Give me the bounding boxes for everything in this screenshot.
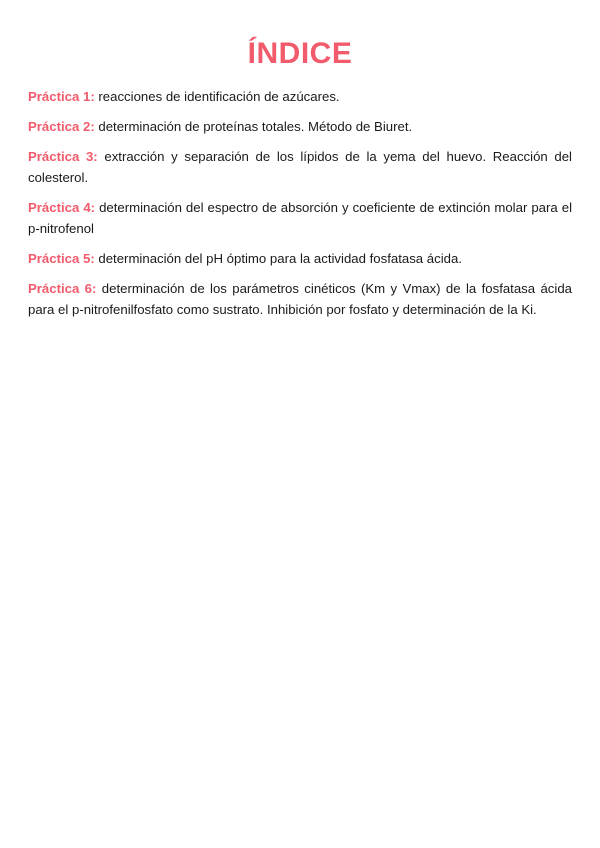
index-list <box>28 86 572 320</box>
entry-text: determinación del espectro de absorción y coeficiente de extinción molar para el p-nitrofenol <box>28 200 573 236</box>
entry-label: Práctica 6: <box>28 281 97 296</box>
index-entry-4 <box>28 197 572 239</box>
index-entry-5 <box>28 248 572 269</box>
entry-label: Práctica 2: <box>28 119 95 134</box>
index-entry-6 <box>28 278 572 320</box>
entry-text: reacciones de identificación de azúcares. <box>98 89 340 104</box>
entry-text: determinación del pH óptimo para la actividad fosfatasa ácida. <box>98 251 462 266</box>
entry-text: determinación de los parámetros cinéticos (Km y Vmax) de la fosfatasa ácida para el p-nitrofenilfosfato como sustrato. Inhibición por fosfato y determinación de la Ki. <box>28 281 573 317</box>
entry-text: extracción y separación de los lípidos de la yema del huevo. Reacción del colesterol. <box>28 149 572 185</box>
index-entry-1 <box>28 86 572 107</box>
index-entry-2 <box>28 116 572 137</box>
page-title: ÍNDICE <box>247 37 353 70</box>
entry-label: Práctica 5: <box>28 251 95 266</box>
entry-label: Práctica 3: <box>28 149 98 164</box>
entry-text: determinación de proteínas totales. Método de Biuret. <box>98 119 413 134</box>
entry-label: Práctica 1: <box>28 89 95 104</box>
entry-label: Práctica 4: <box>28 200 96 215</box>
index-entry-3 <box>28 146 572 188</box>
